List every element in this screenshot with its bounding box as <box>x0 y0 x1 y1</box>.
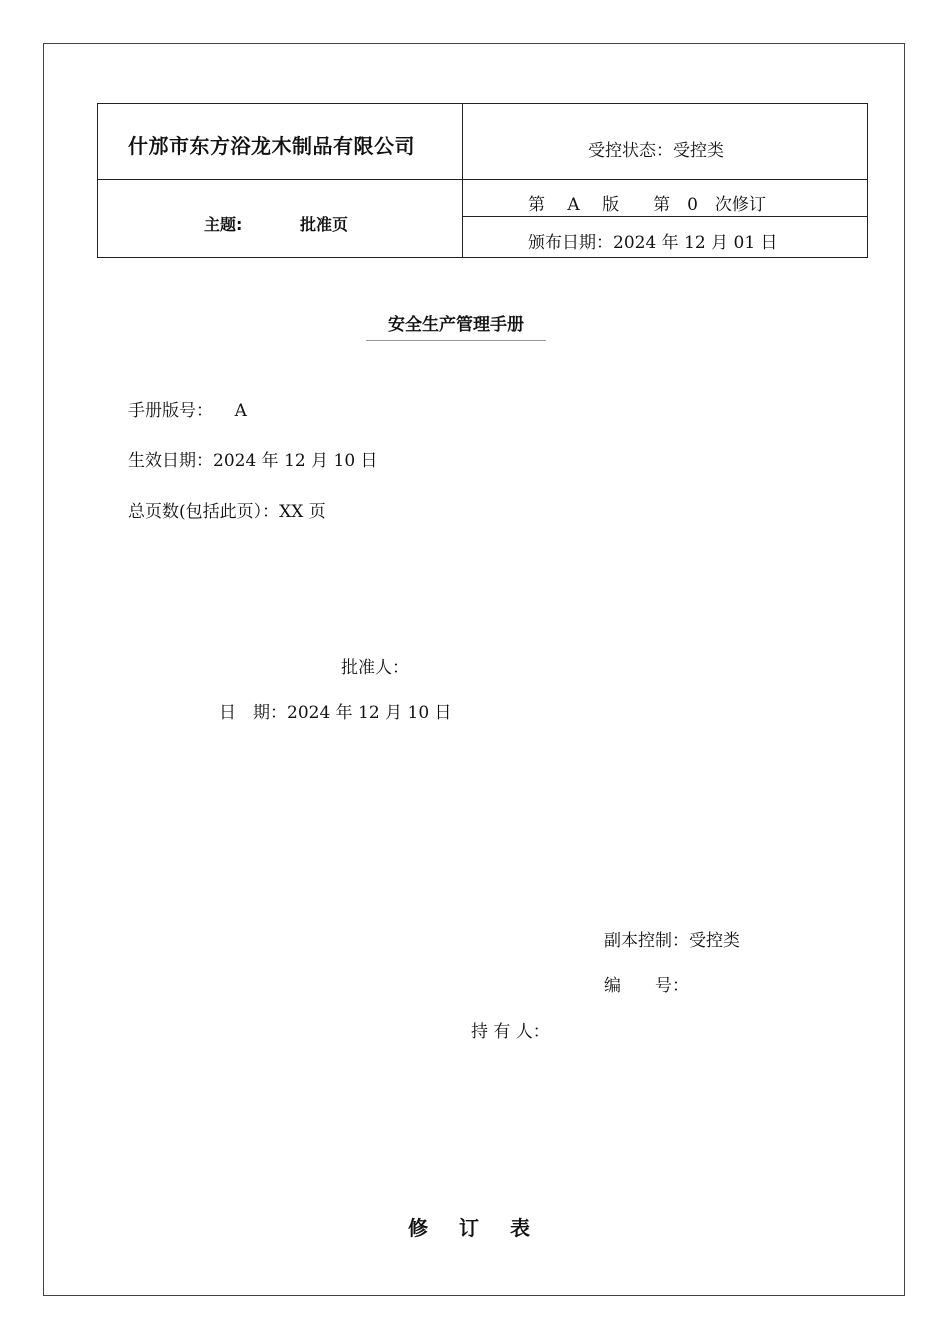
copy-control: 副本控制：受控类 <box>604 931 740 951</box>
document-title: 安全生产管理手册 <box>366 310 546 341</box>
approver-label: 批准人： <box>341 658 409 678</box>
approve-date: 日 期：2024 年 12 月 10 日 <box>219 703 452 723</box>
subject-label: 主题: <box>204 215 243 234</box>
header-divider-horizontal <box>98 179 867 180</box>
issue-date: 颁布日期：2024 年 12 月 01 日 <box>528 233 778 253</box>
subject-value: 批准页 <box>300 215 349 234</box>
revision-info: 第 A 版 第 0 次修订 <box>528 195 766 215</box>
total-pages: 总页数(包括此页）：XX 页 <box>128 502 326 522</box>
manual-version-label: 手册版号： <box>128 401 213 421</box>
number-label: 编 号： <box>604 976 689 996</box>
effective-date: 生效日期：2024 年 12 月 10 日 <box>128 451 378 471</box>
header-divider-right <box>462 216 867 217</box>
manual-version-row <box>128 396 247 421</box>
control-status: 受控状态：受控类 <box>588 141 724 161</box>
company-name: 什邡市东方浴龙木制品有限公司 <box>128 134 415 158</box>
holder-label: 持 有 人： <box>471 1022 550 1042</box>
header-table <box>97 103 868 258</box>
manual-version-value: A <box>234 401 247 421</box>
revision-table-title: 修 订 表 <box>408 1216 542 1240</box>
header-divider-vertical <box>462 104 463 257</box>
